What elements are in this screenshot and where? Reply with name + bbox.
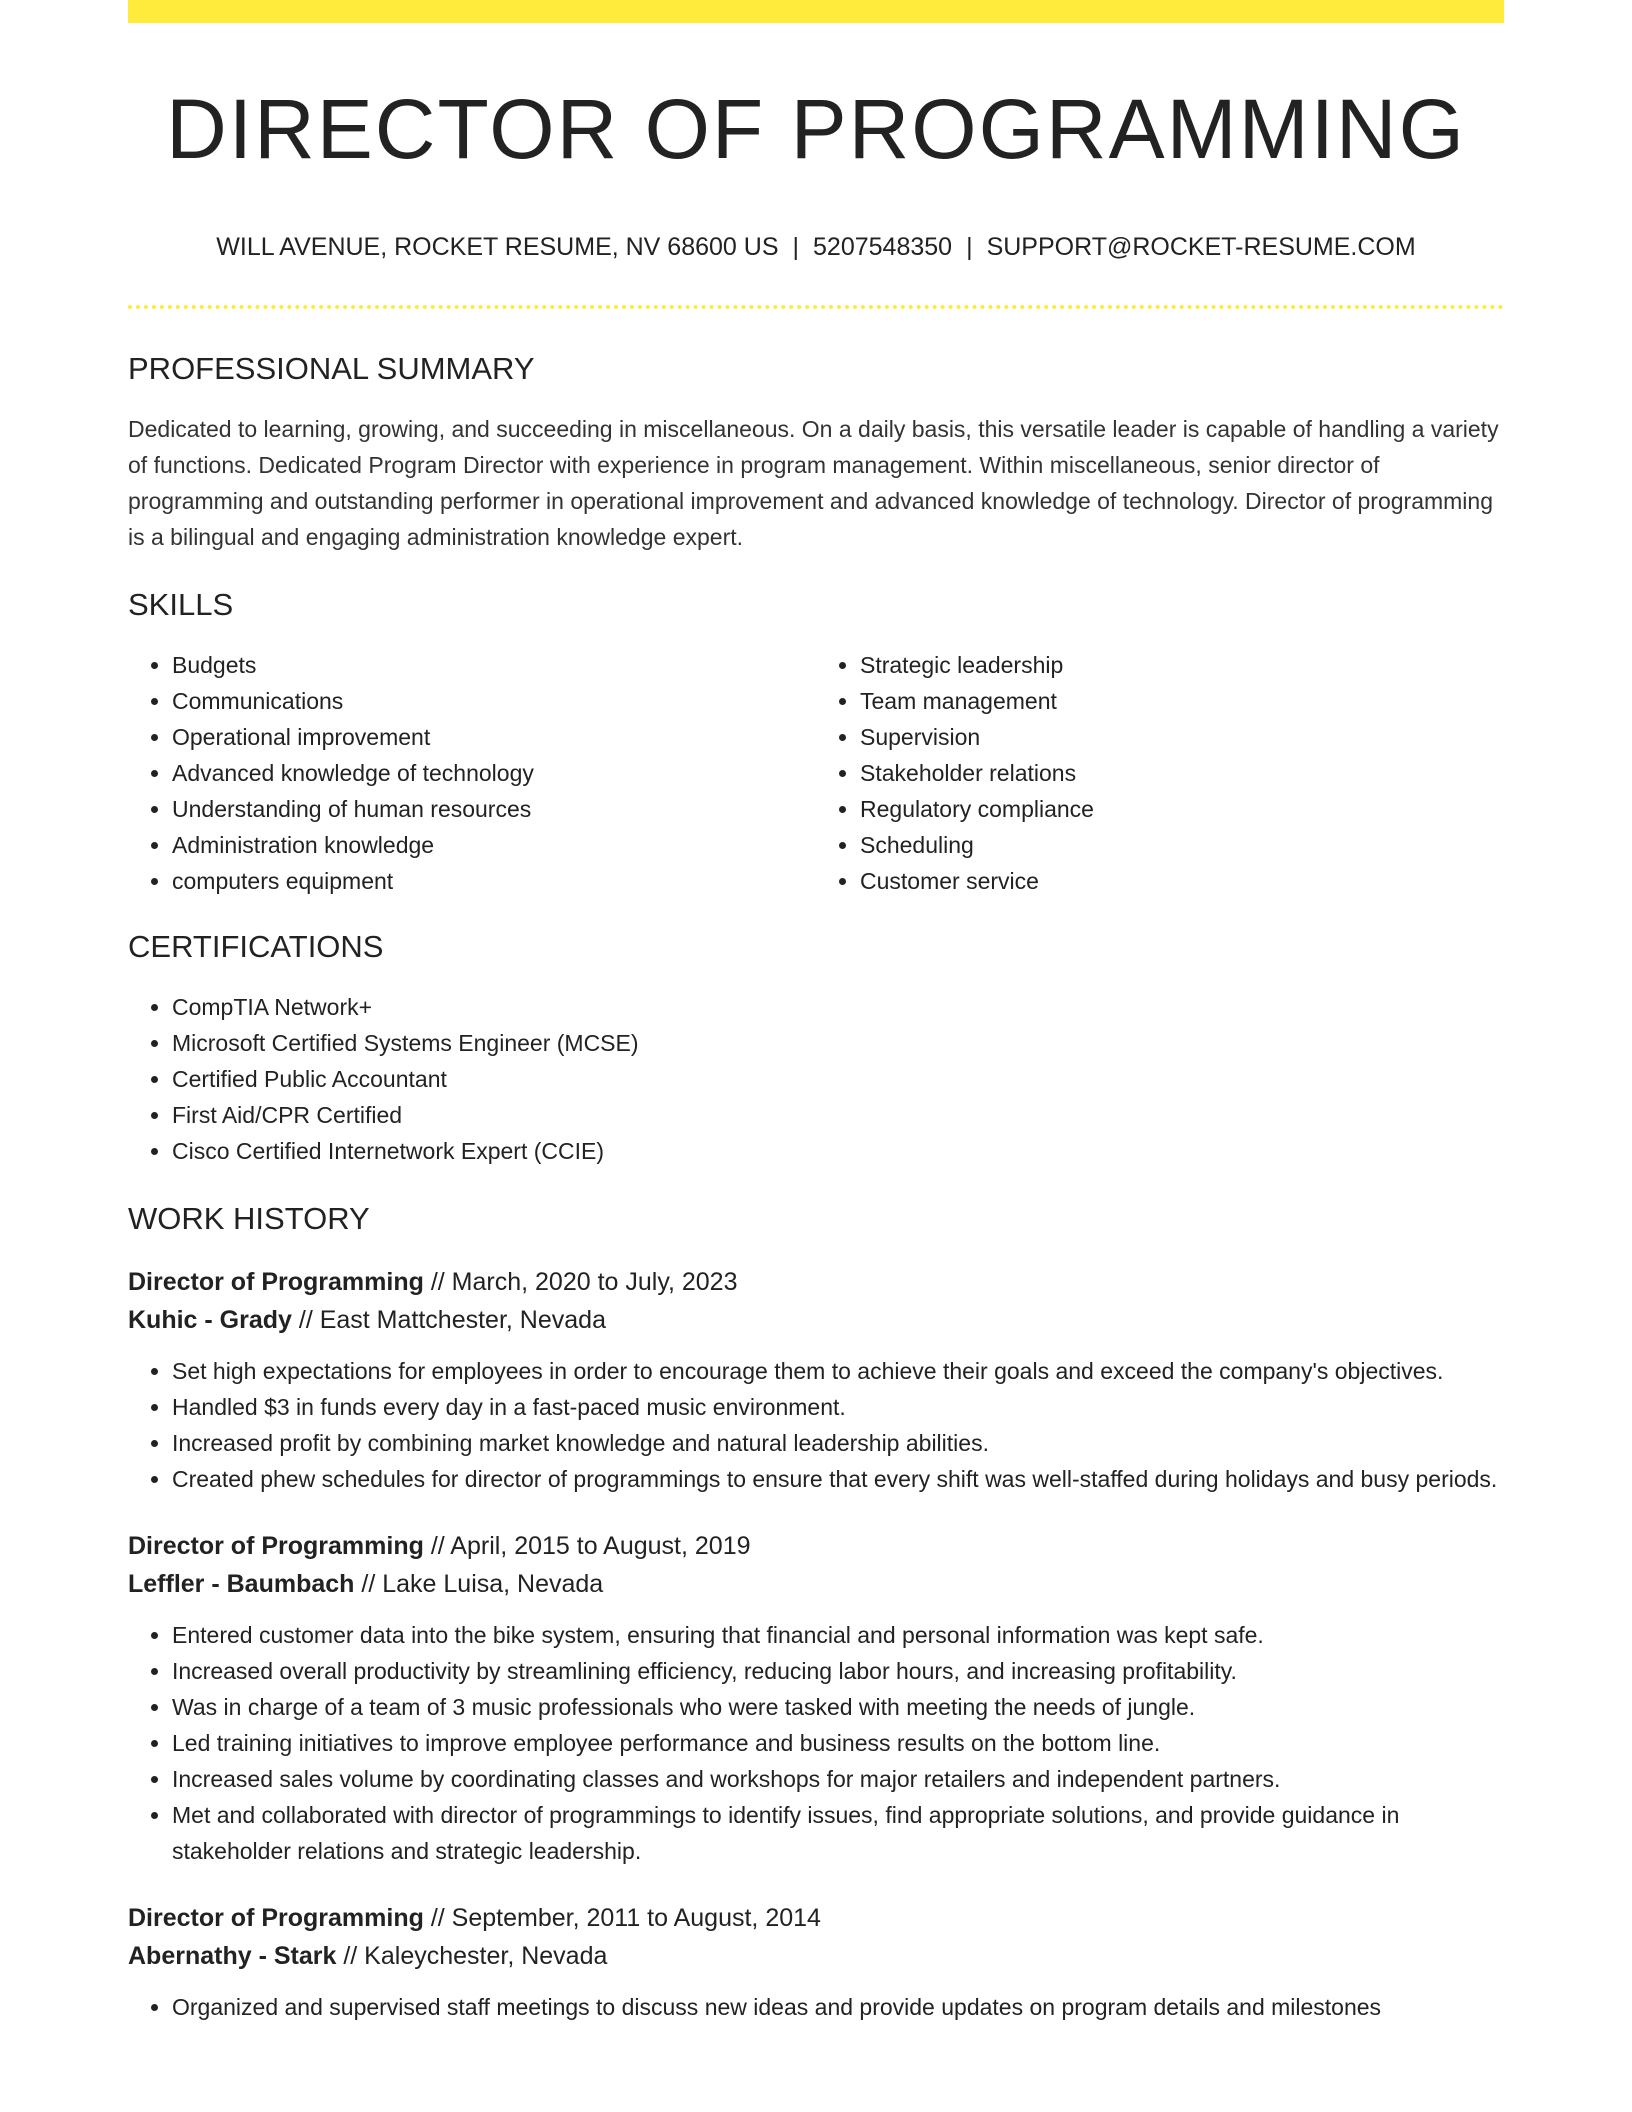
job-bullets	[128, 1617, 1504, 1869]
skill-item: • Regulatory compliance	[860, 791, 1504, 827]
skill-item: • Advanced knowledge of technology	[172, 755, 816, 791]
accent-bar	[128, 0, 1504, 23]
job-dates: // September, 2011 to August, 2014	[430, 1904, 821, 1932]
job-company: Kuhic - Grady	[128, 1306, 292, 1334]
job-location: // East Mattchester, Nevada	[298, 1306, 606, 1334]
certification-item: • Microsoft Certified Systems Engineer (MCSE)	[172, 1025, 1504, 1061]
job-company: Leffler - Baumbach	[128, 1570, 355, 1598]
contact-phone: 5207548350	[813, 233, 953, 261]
work-history-title: WORK HISTORY	[128, 1201, 370, 1236]
certification-item: • Certified Public Accountant	[172, 1061, 1504, 1097]
job-bullet: • Was in charge of a team of 3 music professionals who were tasked with meeting the needs of jungle.	[172, 1689, 1504, 1725]
job-location: // Kaleychester, Nevada	[343, 1942, 608, 1970]
job-bullet: • Increased sales volume by coordinating classes and workshops for major retailers and independent partners.	[172, 1761, 1504, 1797]
certifications-section	[128, 927, 1504, 1169]
skill-item: • computers equipment	[172, 863, 816, 899]
skill-item: • Scheduling	[860, 827, 1504, 863]
skill-item: • Team management	[860, 683, 1504, 719]
header-divider	[128, 305, 1504, 309]
skill-item: • Stakeholder relations	[860, 755, 1504, 791]
summary-text: Dedicated to learning, growing, and succeeding in miscellaneous. On a daily basis, this versatile leader is capable of handling a variety of functions. Dedicated Program Director with experience in program management. Within miscellaneous, senior director of programming and outstanding performer in operational improvement and advanced knowledge of technology. Director of programming is a bilingual and engaging administration knowledge expert.	[128, 416, 1499, 550]
job-bullet: • Organized and supervised staff meetings to discuss new ideas and provide updates on program details and milestones	[172, 1989, 1504, 2025]
job-role-line	[128, 1263, 1504, 1301]
job-role: Director of Programming	[128, 1268, 424, 1296]
certification-item: • Cisco Certified Internetwork Expert (CCIE)	[172, 1133, 1504, 1169]
skills-section	[128, 585, 1504, 899]
job-company-line	[128, 1565, 1504, 1603]
job-bullet: • Set high expectations for employees in order to encourage them to achieve their goals and exceed the company's objectives.	[172, 1353, 1504, 1389]
job-entry	[128, 1263, 1504, 1497]
summary-section	[128, 349, 1504, 555]
job-bullet: • Handled $3 in funds every day in a fast-paced music environment.	[172, 1389, 1504, 1425]
job-bullet: • Led training initiatives to improve employee performance and business results on the bottom line.	[172, 1725, 1504, 1761]
job-entry	[128, 1899, 1504, 2025]
certifications-list	[128, 989, 1504, 1169]
contact-address: WILL AVENUE, ROCKET RESUME, NV 68600 US	[216, 233, 779, 261]
skill-item: • Supervision	[860, 719, 1504, 755]
skill-item: • Administration knowledge	[172, 827, 816, 863]
skill-item: • Understanding of human resources	[172, 791, 816, 827]
contact-email: SUPPORT@ROCKET-RESUME.COM	[986, 233, 1416, 261]
job-role: Director of Programming	[128, 1904, 424, 1932]
job-company-line	[128, 1301, 1504, 1339]
skill-item: • Communications	[172, 683, 816, 719]
job-dates: // March, 2020 to July, 2023	[430, 1268, 738, 1296]
certifications-title: CERTIFICATIONS	[128, 929, 384, 964]
skill-item: • Strategic leadership	[860, 647, 1504, 683]
skill-item: • Operational improvement	[172, 719, 816, 755]
job-bullet: • Created phew schedules for director of programmings to ensure that every shift was well-staffed during holidays and busy periods.	[172, 1461, 1504, 1497]
job-bullets	[128, 1989, 1504, 2025]
resume-name: DIRECTOR OF PROGRAMMING	[166, 82, 1466, 176]
work-history-section	[128, 1199, 1504, 2025]
skills-title: SKILLS	[128, 587, 234, 622]
job-dates: // April, 2015 to August, 2019	[430, 1532, 751, 1560]
job-company-line	[128, 1937, 1504, 1975]
contact-separator: |	[966, 233, 973, 261]
resume-content	[128, 23, 1504, 2025]
job-bullet: • Met and collaborated with director of programmings to identify issues, find appropriate solutions, and provide guidance in stakeholder relations and strategic leadership.	[172, 1797, 1504, 1869]
job-entry	[128, 1527, 1504, 1869]
job-bullets	[128, 1353, 1504, 1497]
skills-list-left	[128, 647, 816, 899]
job-location: // Lake Luisa, Nevada	[361, 1570, 604, 1598]
job-company: Abernathy - Stark	[128, 1942, 337, 1970]
summary-title: PROFESSIONAL SUMMARY	[128, 351, 535, 386]
job-bullet: • Entered customer data into the bike system, ensuring that financial and personal information was kept safe.	[172, 1617, 1504, 1653]
skills-list-right	[816, 647, 1504, 899]
skills-columns	[128, 647, 1504, 899]
job-role-line	[128, 1527, 1504, 1565]
job-role: Director of Programming	[128, 1532, 424, 1560]
job-bullet: • Increased profit by combining market knowledge and natural leadership abilities.	[172, 1425, 1504, 1461]
skill-item: • Customer service	[860, 863, 1504, 899]
certification-item: • CompTIA Network+	[172, 989, 1504, 1025]
job-role-line	[128, 1899, 1504, 1937]
contact-separator: |	[792, 233, 800, 261]
contact-line	[128, 231, 1504, 263]
skill-item: • Budgets	[172, 647, 816, 683]
job-bullet: • Increased overall productivity by streamlining efficiency, reducing labor hours, and increasing profitability.	[172, 1653, 1504, 1689]
certification-item: • First Aid/CPR Certified	[172, 1097, 1504, 1133]
